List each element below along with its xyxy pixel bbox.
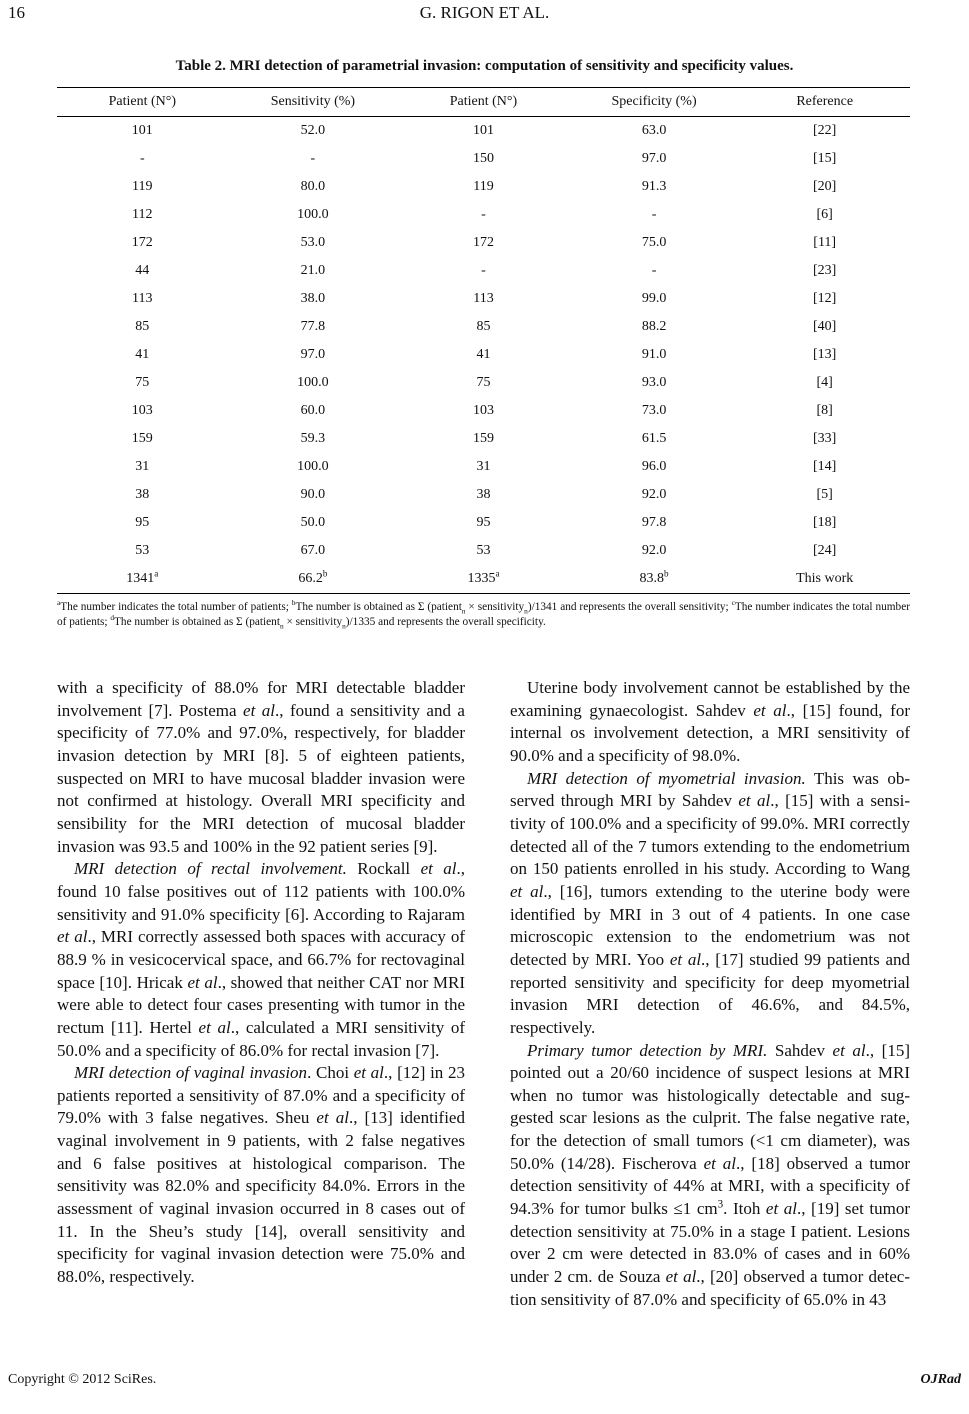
text-run: 3 <box>717 1198 724 1211</box>
table-cell <box>228 565 399 594</box>
table-cell: 53.0 <box>300 235 326 250</box>
table-cell: 31 <box>476 459 491 474</box>
table-cell: 80.0 <box>300 179 326 194</box>
table-row <box>57 481 910 509</box>
left-text-column <box>57 677 465 1289</box>
text-run: et al <box>738 791 771 811</box>
table-cell: 103 <box>131 403 153 418</box>
text-run: MRI detection of rectal involvement. <box>74 859 347 879</box>
table-cell <box>57 565 228 594</box>
table-cell <box>739 565 910 594</box>
paragraph <box>57 858 465 1062</box>
table-cell: 60.0 <box>300 403 326 418</box>
text-run: This was observed through MRI by Sahdev <box>510 768 910 811</box>
text-run: with a specificity of 88.0% for MRI detectable bladder involvement [7]. Postema <box>57 678 465 720</box>
column-header: Patient (N°) <box>57 88 228 117</box>
text-run: ., calculated a MRI sensitivity of 50.0% and a specificity of 86.0% for rectal invasion [7]. <box>57 1017 465 1060</box>
text-run: Rockall <box>346 859 421 879</box>
table-row <box>57 537 910 565</box>
text-run: d <box>110 613 115 623</box>
table-cell: 96.0 <box>641 459 667 474</box>
text-run: et al <box>703 1153 736 1173</box>
table-cell: 67.0 <box>300 543 326 558</box>
table-cell: 97.8 <box>641 515 667 530</box>
table-cell: 93.0 <box>641 375 667 390</box>
table-cell: 172 <box>131 235 153 250</box>
table-cell: 61.5 <box>641 431 667 446</box>
text-run: × sensitivity <box>283 616 343 628</box>
table-cell: 100.0 <box>297 375 329 390</box>
table-cell: - <box>481 207 486 222</box>
paragraph <box>510 677 910 768</box>
text-run: et al <box>316 1108 349 1128</box>
table-cell: 113 <box>473 291 494 306</box>
table-cell: 119 <box>473 179 494 194</box>
table-cell: 63.0 <box>641 123 667 138</box>
column-header: Reference <box>739 88 910 117</box>
table-cell: 91.3 <box>641 179 667 194</box>
footer-journal: OJRad <box>920 1372 961 1387</box>
text-run: Primary tumor detection by MRI. <box>527 1040 768 1060</box>
text-run: ., [18] observed a tumor detection sensitivity of 44% at MRI, with a specificity of 94.3% for tumor bulks ≤1 cm <box>510 1153 910 1219</box>
table-cell: 159 <box>131 431 153 446</box>
text-run: b <box>291 598 296 608</box>
column-header: Specificity (%) <box>569 88 740 117</box>
footer-copyright: Copyright © 2012 SciRes. <box>8 1372 157 1387</box>
table-cell: [4] <box>816 375 833 390</box>
total-value: 66.2 <box>298 571 323 586</box>
text-run: et al <box>198 1017 231 1037</box>
table-cell: - <box>481 263 486 278</box>
table-cell: 41 <box>135 347 150 362</box>
table-cell: 53 <box>135 543 150 558</box>
text-run: MRI detection of vaginal invasion <box>74 1063 308 1083</box>
text-run: ., [17] studied 99 patients and reported sensitivity and specificity for deep myometrial invasion MRI detection of 46.6%, and 84.5%, respectively. <box>510 949 910 1037</box>
table-cell: 38 <box>135 487 150 502</box>
paragraph <box>510 1040 910 1312</box>
table-cell: [40] <box>813 319 837 334</box>
text-run: et al <box>187 972 218 992</box>
footnote-mark: b <box>664 568 669 579</box>
right-text-column <box>510 677 910 1311</box>
table-cell: [18] <box>813 515 837 530</box>
text-run: Sahdev <box>767 1040 833 1060</box>
text-run: et al <box>243 700 275 720</box>
table-row <box>57 145 910 173</box>
text-run: ., [12] in 23 patients reported a sensitivity of 87.0% and a specificity of 79.0% with 3 false negatives. Sheu <box>57 1063 465 1128</box>
text-run: n <box>524 606 528 616</box>
total-value: 83.8 <box>639 571 665 586</box>
column-header: Sensitivity (%) <box>228 88 399 117</box>
text-run: a <box>57 598 61 608</box>
text-run: )/1341 and represents the overall sensitivity; <box>527 601 732 613</box>
table-cell: 38.0 <box>300 291 326 306</box>
table-row <box>57 257 910 285</box>
table-cell: 75.0 <box>641 235 667 250</box>
table-cell: 95 <box>476 515 491 530</box>
table-cell: 44 <box>135 263 150 278</box>
table-cell: 97.0 <box>300 347 326 362</box>
table-cell: - <box>310 151 316 166</box>
text-run: n <box>279 621 284 631</box>
footnote-mark: a <box>154 568 159 579</box>
text-run: . Choi <box>307 1063 354 1083</box>
table-header-row <box>57 88 910 117</box>
paragraph <box>57 677 465 858</box>
table-cell: 21.0 <box>300 263 326 278</box>
text-run: ., [15] pointed out a 20/60 incidence of suspect lesions at MRI when no tumor was histologically detectable and suggested scar lesions as the culprit. The false negative rate, for the detection of small tumors (<1 cm diameter), was 50.0% (14/28). Fischerova <box>510 1040 910 1173</box>
table-row <box>57 425 910 453</box>
table-cell: [5] <box>816 487 833 502</box>
table-cell: 41 <box>476 347 491 362</box>
text-run: et al <box>353 1063 384 1083</box>
table-total-row <box>57 565 910 594</box>
text-run: et al <box>57 927 88 947</box>
table-row <box>57 509 910 537</box>
table-cell: [14] <box>813 459 837 474</box>
table-cell: [22] <box>813 123 837 138</box>
text-run: ., showed that neither CAT nor MRI were able to detect four cases presenting with tumor in the rectum [11]. Hertel <box>57 972 465 1037</box>
table-cell: 150 <box>472 151 494 166</box>
table-cell: - <box>139 151 145 166</box>
text-run: ., [15] found, for internal os involvement detection, a MRI sensitivity of 90.0% and a specificity of 98.0%. <box>510 700 910 765</box>
text-run: MRI detection of myometrial invasion. <box>527 768 806 788</box>
table-cell <box>398 565 569 594</box>
table-cell: [33] <box>813 431 837 446</box>
text-run: et al <box>765 1199 797 1219</box>
table-row <box>57 397 910 425</box>
table-cell: 91.0 <box>641 347 667 362</box>
text-run: ., [20] observed a tumor detection sensitivity of 87.0% and specificity of 65.0% in 43 <box>510 1267 910 1309</box>
table-cell: 99.0 <box>641 291 667 306</box>
table-cell: [13] <box>813 347 837 362</box>
table-cell: 100.0 <box>297 207 329 222</box>
table-cell: [20] <box>813 179 837 194</box>
table-cell: 119 <box>132 179 153 194</box>
text-run: ., [13] identified vaginal involvement in 9 patients, with 2 false negatives and 6 false positives at histological comparison. The sensitivity was 82.0% and specificity 84.0%. Errors in the assessment of vaginal invasion occurred in 8 cases out of 11. In the Sheu’s study [14], overall sensitivity and specificity for vaginal invasion detection were 75.0% and 88.0%, respectively. <box>57 1108 465 1287</box>
table-cell: 159 <box>472 431 494 446</box>
text-run: The number indicates the total number of patients; <box>60 601 292 613</box>
total-value: 1341 <box>126 571 155 586</box>
text-run: et al <box>420 859 457 879</box>
table-row <box>57 341 910 369</box>
table-cell: 113 <box>132 291 153 306</box>
table-cell: 85 <box>135 319 150 334</box>
text-run: et al <box>510 881 544 901</box>
table-cell: 88.2 <box>641 319 667 334</box>
table-cell: [24] <box>813 543 837 558</box>
table-cell: - <box>651 207 657 222</box>
table-cell: 73.0 <box>641 403 667 418</box>
table-cell: 59.3 <box>300 431 326 446</box>
table-cell: - <box>651 263 657 278</box>
table-cell: 75 <box>135 375 150 390</box>
footnote-mark: b <box>322 568 328 579</box>
table-cell: 172 <box>472 235 494 250</box>
table-caption: Table 2. MRI detection of parametrial invasion: computation of sensitivity and specificity values. <box>175 58 794 74</box>
table-cell: 75 <box>476 375 491 390</box>
paragraph <box>57 1062 465 1289</box>
table-cell: 97.0 <box>641 151 667 166</box>
column-header: Patient (N°) <box>398 88 569 117</box>
table-row <box>57 173 910 201</box>
table-cell <box>569 565 740 594</box>
table-cell: [23] <box>813 263 837 278</box>
table-cell: 92.0 <box>641 487 667 502</box>
text-run: Uterine body involvement cannot be established by the examining gynaecologist. Sahdev <box>510 678 910 720</box>
table-cell: 31 <box>135 459 150 474</box>
table-cell: 112 <box>132 207 153 222</box>
table-cell: [11] <box>813 235 837 250</box>
table-cell: 85 <box>476 319 491 334</box>
table-cell: [15] <box>813 151 837 166</box>
table-cell: 50.0 <box>300 515 326 530</box>
table-cell: [6] <box>816 207 833 222</box>
table-row <box>57 453 910 481</box>
running-head: G. RIGON ET AL. <box>419 3 550 22</box>
text-run: The number is obtained as Σ (patient <box>114 616 280 628</box>
text-run: )/1335 and represents the overall specificity. <box>345 616 546 628</box>
table-cell: 90.0 <box>300 487 326 502</box>
paragraph <box>510 768 910 1040</box>
table-cell: 101 <box>131 123 153 138</box>
text-run: ., [19] set tumor detection sensitivity at 75.0% in a stage I patient. Lesions over 2 cm were detected in 83.0% of cases and in 60% under 2 cm. de Souza <box>510 1199 910 1287</box>
table-row <box>57 229 910 257</box>
text-run: ., [15] with a sensitivity of 100.0% and a specificity of 99.0%. MRI correctly detected all of the 7 tumors extending to the endometrium on 150 patients enrolled in his study. According to Wang <box>510 791 910 879</box>
table-row <box>57 313 910 341</box>
text-run: et al <box>832 1040 866 1060</box>
table-cell: 38 <box>476 487 491 502</box>
table-row <box>57 201 910 229</box>
table-cell: 95 <box>135 515 150 530</box>
text-run: × sensitivity <box>465 601 525 613</box>
table-cell: 52.0 <box>300 123 326 138</box>
table-row <box>57 285 910 313</box>
table-cell: 101 <box>472 123 494 138</box>
text-run: ., found 10 false positives out of 112 patients with 100.0% sensitivity and 91.0% specificity [6]. According to Rajaram <box>57 859 465 924</box>
text-run: et al <box>665 1267 697 1287</box>
text-run: . Itoh <box>723 1199 766 1219</box>
table-cell: 53 <box>476 543 491 558</box>
table-cell: 103 <box>472 403 494 418</box>
text-run: et al <box>669 949 702 969</box>
results-table <box>57 87 910 594</box>
table-row <box>57 369 910 397</box>
text-run: ., found a sensitivity and a specificity of 77.0% and 97.0%, respectively, for bladder invasion detection by MRI [8]. 5 of eighteen patients, suspected on MRI to have mucosal bladder invasion were not confirmed at histology. Overall MRI specificity and sensibility for the MRI detection of mucosal bladder invasion was 93.5 and 100% in the 92 patient series [9]. <box>57 700 465 856</box>
total-value: This work <box>796 571 854 586</box>
text-run: ., [16], tumors extending to the uterine body were identified by MRI in 3 out of 4 patients. In one case microscopic extension to the endometrium was not detected by MRI. Yoo <box>510 881 910 969</box>
text-run: The number indicates the total number of patients; <box>57 601 910 628</box>
text-run: The number is obtained as Σ (patient <box>295 601 462 613</box>
table-row <box>57 117 910 146</box>
total-value: 1335 <box>467 571 496 586</box>
table-cell: 92.0 <box>641 543 667 558</box>
text-run: n <box>461 606 466 616</box>
text-run: c <box>731 598 735 608</box>
text-run: n <box>342 621 346 631</box>
table-cell: [8] <box>816 403 833 418</box>
table-footnote <box>57 600 910 630</box>
table-cell: 100.0 <box>297 459 329 474</box>
text-run: ., MRI correctly assessed both spaces with accuracy of 88.9 % in vesicocervical space, and 66.7% for rectovaginal space [10]. Hricak <box>57 927 466 992</box>
text-run: et al <box>753 700 787 720</box>
table-cell: [12] <box>813 291 837 306</box>
footnote-mark: a <box>495 568 500 579</box>
table-cell: 77.8 <box>300 319 326 334</box>
page-number: 16 <box>8 3 25 22</box>
